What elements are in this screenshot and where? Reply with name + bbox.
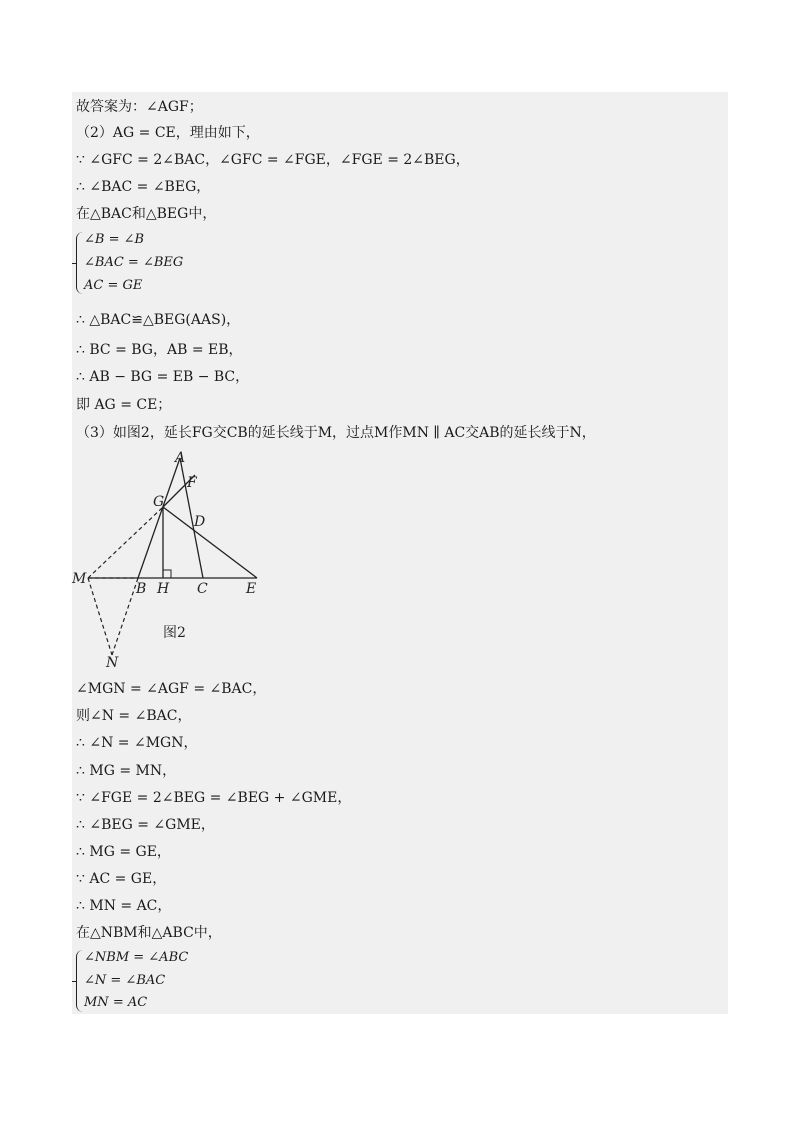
answer-line-9: 即 AG = CE；: [76, 397, 172, 413]
answer-line-14: ∴ MG = MN，: [76, 763, 177, 779]
geometry-figure-2: [60, 440, 290, 680]
answer-line-12: 则∠N = ∠BAC，: [76, 708, 192, 724]
answer-line-17: ∴ MG = GE，: [76, 844, 171, 860]
answer-line-1: 故答案为：∠AGF；: [76, 99, 203, 115]
system-row: MN = AC: [84, 995, 148, 1010]
point-label-d: D: [194, 514, 206, 530]
answer-line-8: ∴ AB − BG = EB − BC，: [76, 369, 250, 385]
answer-line-20: 在△NBM和△ABC中，: [76, 925, 222, 941]
answer-line-18: ∵ AC = GE，: [76, 871, 167, 887]
system-row: AC = GE: [84, 278, 143, 293]
answer-line-4: ∴ ∠BAC = ∠BEG，: [76, 179, 211, 195]
answer-line-7: ∴ BC = BG，AB = EB，: [76, 342, 243, 358]
figure-caption: 图2: [163, 625, 186, 641]
answer-line-15: ∵ ∠FGE = 2∠BEG = ∠BEG + ∠GME，: [76, 790, 352, 806]
point-label-f: F: [187, 475, 197, 491]
answer-line-19: ∴ MN = AC，: [76, 898, 172, 914]
point-label-g: G: [153, 494, 165, 510]
point-label-n: N: [106, 655, 119, 671]
system-row: ∠NBM = ∠ABC: [84, 950, 189, 965]
point-label-b: B: [136, 581, 147, 597]
answer-line-13: ∴ ∠N = ∠MGN，: [76, 735, 198, 751]
point-label-c: C: [197, 581, 208, 597]
answer-line-6: ∴ △BAC≌△BEG(AAS)，: [76, 312, 241, 328]
answer-line-2: （2）AG = CE，理由如下，: [76, 125, 260, 141]
system-row: ∠N = ∠BAC: [84, 973, 166, 988]
left-brace: [76, 950, 83, 1012]
system-row: ∠BAC = ∠BEG: [84, 255, 184, 270]
point-label-a: A: [175, 450, 186, 466]
answer-line-11: ∠MGN = ∠AGF = ∠BAC，: [76, 681, 267, 697]
system-row: ∠B = ∠B: [84, 232, 145, 247]
point-label-m: M: [72, 571, 87, 587]
left-brace: [76, 232, 83, 294]
point-label-e: E: [246, 581, 257, 597]
answer-line-16: ∴ ∠BEG = ∠GME，: [76, 817, 215, 833]
answer-line-5: 在△BAC和△BEG中，: [76, 206, 217, 222]
point-label-h: H: [157, 581, 170, 597]
answer-line-3: ∵ ∠GFC = 2∠BAC，∠GFC = ∠FGE，∠FGE = 2∠BEG，: [76, 152, 470, 168]
answer-line-10: （3）如图2，延长FG交CB的延长线于M，过点M作MN ∥ AC交AB的延长线于N，: [76, 425, 596, 441]
